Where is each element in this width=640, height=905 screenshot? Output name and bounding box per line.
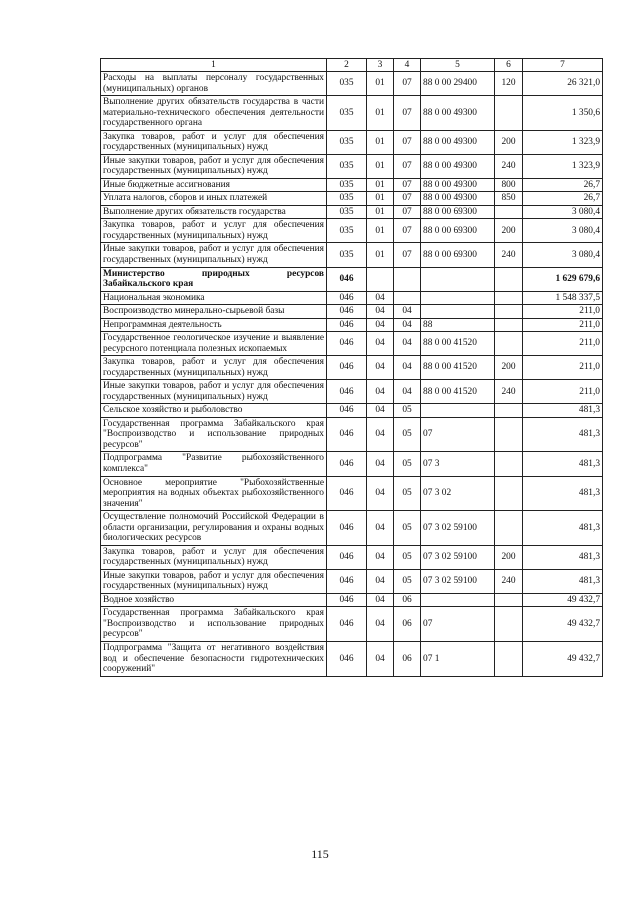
subsection-code-cell: 07 (394, 219, 421, 243)
expense-name-cell: Закупка товаров, работ и услуг для обеспечения государственных (муниципальных) нужд (101, 545, 327, 569)
expense-name-cell: Непрограммная деятельность (101, 318, 327, 332)
amount-cell: 211,0 (523, 318, 603, 332)
amount-cell: 481,3 (523, 476, 603, 511)
header-cell: 1 (101, 59, 327, 72)
target-article-cell: 88 0 00 69300 (421, 219, 495, 243)
target-article-cell: 07 3 02 59100 (421, 545, 495, 569)
table-row (101, 130, 603, 154)
amount-cell: 481,3 (523, 545, 603, 569)
table-row (101, 219, 603, 243)
subsection-code-cell: 05 (394, 476, 421, 511)
expense-type-cell (495, 452, 523, 476)
expense-name-cell: Расходы на выплаты персоналу государственных (муниципальных) органов (101, 72, 327, 96)
subsection-code-cell: 07 (394, 72, 421, 96)
target-article-cell: 88 0 00 49300 (421, 96, 495, 131)
ministry-code-cell: 035 (327, 219, 367, 243)
expense-type-cell: 200 (495, 219, 523, 243)
section-code-cell (367, 267, 394, 291)
expense-type-cell (495, 593, 523, 607)
amount-cell: 49 432,7 (523, 593, 603, 607)
subsection-code-cell (394, 291, 421, 305)
expense-name-cell: Воспроизводство минерально-сырьевой базы (101, 305, 327, 319)
page-number: 115 (311, 847, 329, 861)
section-code-cell: 04 (367, 641, 394, 676)
table-header-row (101, 59, 603, 72)
target-article-cell: 88 0 00 49300 (421, 154, 495, 178)
amount-cell: 1 323,9 (523, 130, 603, 154)
ministry-code-cell: 046 (327, 404, 367, 418)
ministry-code-cell: 046 (327, 569, 367, 593)
amount-cell: 26,7 (523, 178, 603, 192)
amount-cell: 26 321,0 (523, 72, 603, 96)
target-article-cell (421, 305, 495, 319)
amount-cell: 481,3 (523, 417, 603, 452)
target-article-cell: 07 1 (421, 641, 495, 676)
expense-name-cell: Закупка товаров, работ и услуг для обеспечения государственных (муниципальных) нужд (101, 356, 327, 380)
table-row (101, 452, 603, 476)
expense-name-cell: Водное хозяйство (101, 593, 327, 607)
subsection-code-cell: 05 (394, 545, 421, 569)
table-body (101, 72, 603, 677)
ministry-code-cell: 035 (327, 154, 367, 178)
section-code-cell: 04 (367, 569, 394, 593)
subsection-code-cell: 07 (394, 178, 421, 192)
amount-cell: 211,0 (523, 380, 603, 404)
ministry-code-cell: 046 (327, 476, 367, 511)
expense-type-cell: 200 (495, 356, 523, 380)
amount-cell: 481,3 (523, 452, 603, 476)
target-article-cell: 88 0 00 49300 (421, 178, 495, 192)
table-row (101, 96, 603, 131)
subsection-code-cell: 07 (394, 243, 421, 267)
expense-type-cell (495, 476, 523, 511)
ministry-code-cell: 046 (327, 452, 367, 476)
header-cell: 5 (421, 59, 495, 72)
expense-name-cell: Сельское хозяйство и рыболовство (101, 404, 327, 418)
amount-cell: 1 548 337,5 (523, 291, 603, 305)
ministry-code-cell: 046 (327, 356, 367, 380)
target-article-cell: 07 3 02 (421, 476, 495, 511)
amount-cell: 481,3 (523, 404, 603, 418)
expense-type-cell (495, 205, 523, 219)
subsection-code-cell: 07 (394, 205, 421, 219)
table-row (101, 154, 603, 178)
ministry-code-cell: 046 (327, 305, 367, 319)
expense-type-cell: 240 (495, 569, 523, 593)
expense-name-cell: Иные закупки товаров, работ и услуг для обеспечения государственных (муниципальных) нужд (101, 569, 327, 593)
expense-name-cell: Закупка товаров, работ и услуг для обеспечения государственных (муниципальных) нужд (101, 219, 327, 243)
section-code-cell: 01 (367, 96, 394, 131)
amount-cell: 211,0 (523, 305, 603, 319)
ministry-code-cell: 046 (327, 641, 367, 676)
ministry-code-cell: 046 (327, 593, 367, 607)
header-cell: 2 (327, 59, 367, 72)
amount-cell: 3 080,4 (523, 219, 603, 243)
section-code-cell: 01 (367, 130, 394, 154)
expense-name-cell: Выполнение других обязательств государства в части материально-технического обеспечения деятельности государственного органа (101, 96, 327, 131)
header-cell: 3 (367, 59, 394, 72)
section-code-cell: 01 (367, 205, 394, 219)
expense-name-cell: Подпрограмма "Защита от негативного воздействия вод и обеспечение безопасности гидротехнических сооружений" (101, 641, 327, 676)
ministry-code-cell: 035 (327, 130, 367, 154)
header-cell: 6 (495, 59, 523, 72)
table-row (101, 332, 603, 356)
target-article-cell: 07 (421, 607, 495, 642)
section-code-cell: 04 (367, 545, 394, 569)
table-row (101, 476, 603, 511)
expense-type-cell (495, 417, 523, 452)
target-article-cell: 07 3 02 59100 (421, 511, 495, 546)
amount-cell: 3 080,4 (523, 205, 603, 219)
table-row (101, 380, 603, 404)
table-row (101, 356, 603, 380)
header-cell: 7 (523, 59, 603, 72)
subsection-code-cell: 04 (394, 380, 421, 404)
table-row (101, 267, 603, 291)
ministry-code-cell: 035 (327, 72, 367, 96)
expense-type-cell (495, 318, 523, 332)
ministry-code-cell: 046 (327, 545, 367, 569)
table-row (101, 607, 603, 642)
expense-name-cell: Государственная программа Забайкальского края "Воспроизводство и использование природных ресурсов" (101, 607, 327, 642)
table-row (101, 417, 603, 452)
ministry-code-cell: 046 (327, 291, 367, 305)
expense-name-cell: Основное мероприятие "Рыбохозяйственные мероприятия на водных объектах рыбохозяйственного значения" (101, 476, 327, 511)
section-code-cell: 04 (367, 305, 394, 319)
ministry-code-cell: 046 (327, 332, 367, 356)
amount-cell: 3 080,4 (523, 243, 603, 267)
subsection-code-cell: 05 (394, 417, 421, 452)
ministry-code-cell: 046 (327, 380, 367, 404)
ministry-code-cell: 035 (327, 243, 367, 267)
target-article-cell (421, 404, 495, 418)
expense-name-cell: Иные закупки товаров, работ и услуг для обеспечения государственных (муниципальных) нужд (101, 243, 327, 267)
table-row (101, 318, 603, 332)
section-code-cell: 01 (367, 154, 394, 178)
section-code-cell: 01 (367, 72, 394, 96)
amount-cell: 1 350,6 (523, 96, 603, 131)
target-article-cell: 07 3 02 59100 (421, 569, 495, 593)
header-cell: 4 (394, 59, 421, 72)
subsection-code-cell: 04 (394, 305, 421, 319)
expense-name-cell: Иные закупки товаров, работ и услуг для обеспечения государственных (муниципальных) нужд (101, 380, 327, 404)
section-code-cell: 04 (367, 291, 394, 305)
section-code-cell: 04 (367, 607, 394, 642)
expense-type-cell: 800 (495, 178, 523, 192)
table-row (101, 511, 603, 546)
subsection-code-cell: 06 (394, 593, 421, 607)
ministry-code-cell: 035 (327, 205, 367, 219)
subsection-code-cell: 05 (394, 511, 421, 546)
table-row (101, 569, 603, 593)
expense-type-cell (495, 332, 523, 356)
target-article-cell: 88 0 00 49300 (421, 130, 495, 154)
table-row (101, 291, 603, 305)
section-code-cell: 01 (367, 178, 394, 192)
amount-cell: 26,7 (523, 192, 603, 206)
table-row (101, 641, 603, 676)
expense-name-cell: Иные бюджетные ассигнования (101, 178, 327, 192)
amount-cell: 1 323,9 (523, 154, 603, 178)
subsection-code-cell: 05 (394, 569, 421, 593)
expense-type-cell: 850 (495, 192, 523, 206)
table-row (101, 545, 603, 569)
expense-name-cell: Уплата налогов, сборов и иных платежей (101, 192, 327, 206)
amount-cell: 49 432,7 (523, 641, 603, 676)
section-code-cell: 01 (367, 243, 394, 267)
subsection-code-cell: 06 (394, 607, 421, 642)
table-row (101, 404, 603, 418)
table-row (101, 593, 603, 607)
table-row (101, 305, 603, 319)
ministry-code-cell: 046 (327, 318, 367, 332)
expense-type-cell (495, 641, 523, 676)
table-row (101, 243, 603, 267)
section-code-cell: 04 (367, 356, 394, 380)
expense-type-cell: 240 (495, 243, 523, 267)
subsection-code-cell: 06 (394, 641, 421, 676)
section-code-cell: 04 (367, 511, 394, 546)
target-article-cell: 88 0 00 41520 (421, 380, 495, 404)
amount-cell: 49 432,7 (523, 607, 603, 642)
expense-type-cell (495, 404, 523, 418)
subsection-code-cell: 07 (394, 96, 421, 131)
target-article-cell: 88 0 00 41520 (421, 356, 495, 380)
ministry-code-cell: 035 (327, 178, 367, 192)
subsection-code-cell: 04 (394, 318, 421, 332)
expense-name-cell: Осуществление полномочий Российской Федерации в области организации, регулирования и охраны водных биологических ресурсов (101, 511, 327, 546)
subsection-code-cell (394, 267, 421, 291)
section-code-cell: 04 (367, 404, 394, 418)
ministry-code-cell: 046 (327, 607, 367, 642)
amount-cell: 1 629 679,6 (523, 267, 603, 291)
target-article-cell: 88 0 00 41520 (421, 332, 495, 356)
table-row (101, 192, 603, 206)
expense-type-cell: 200 (495, 130, 523, 154)
target-article-cell: 88 0 00 69300 (421, 205, 495, 219)
subsection-code-cell: 05 (394, 404, 421, 418)
amount-cell: 481,3 (523, 511, 603, 546)
expense-name-cell: Выполнение других обязательств государства (101, 205, 327, 219)
section-code-cell: 04 (367, 476, 394, 511)
subsection-code-cell: 07 (394, 192, 421, 206)
target-article-cell: 88 0 00 49300 (421, 192, 495, 206)
target-article-cell (421, 593, 495, 607)
section-code-cell: 04 (367, 593, 394, 607)
ministry-code-cell: 046 (327, 511, 367, 546)
expense-name-cell: Закупка товаров, работ и услуг для обеспечения государственных (муниципальных) нужд (101, 130, 327, 154)
table-row (101, 72, 603, 96)
budget-table (100, 58, 603, 677)
expense-name-cell: Государственное геологическое изучение и выявление ресурсного потенциала полезных ископаемых (101, 332, 327, 356)
expense-type-cell (495, 267, 523, 291)
expense-name-cell: Подпрограмма "Развитие рыбохозяйственного комплекса" (101, 452, 327, 476)
section-code-cell: 04 (367, 417, 394, 452)
expense-type-cell: 240 (495, 380, 523, 404)
expense-type-cell (495, 607, 523, 642)
expense-type-cell (495, 291, 523, 305)
section-code-cell: 04 (367, 332, 394, 356)
expense-name-cell: Иные закупки товаров, работ и услуг для обеспечения государственных (муниципальных) нужд (101, 154, 327, 178)
expense-type-cell: 200 (495, 545, 523, 569)
target-article-cell (421, 267, 495, 291)
expense-name-cell: Государственная программа Забайкальского края "Воспроизводство и использование природных ресурсов" (101, 417, 327, 452)
subsection-code-cell: 05 (394, 452, 421, 476)
expense-name-cell: Министерство природных ресурсов Забайкальского края (101, 267, 327, 291)
subsection-code-cell: 04 (394, 356, 421, 380)
amount-cell: 481,3 (523, 569, 603, 593)
section-code-cell: 04 (367, 318, 394, 332)
target-article-cell: 07 3 (421, 452, 495, 476)
expense-type-cell (495, 305, 523, 319)
section-code-cell: 04 (367, 380, 394, 404)
section-code-cell: 04 (367, 452, 394, 476)
subsection-code-cell: 04 (394, 332, 421, 356)
ministry-code-cell: 046 (327, 417, 367, 452)
section-code-cell: 01 (367, 219, 394, 243)
ministry-code-cell: 035 (327, 96, 367, 131)
table-row (101, 178, 603, 192)
amount-cell: 211,0 (523, 356, 603, 380)
target-article-cell: 88 0 00 29400 (421, 72, 495, 96)
subsection-code-cell: 07 (394, 154, 421, 178)
table-row (101, 205, 603, 219)
expense-type-cell: 120 (495, 72, 523, 96)
expense-name-cell: Национальная экономика (101, 291, 327, 305)
target-article-cell: 88 (421, 318, 495, 332)
expense-type-cell (495, 96, 523, 131)
subsection-code-cell: 07 (394, 130, 421, 154)
expense-type-cell (495, 511, 523, 546)
section-code-cell: 01 (367, 192, 394, 206)
target-article-cell (421, 291, 495, 305)
amount-cell: 211,0 (523, 332, 603, 356)
ministry-code-cell: 046 (327, 267, 367, 291)
expense-type-cell: 240 (495, 154, 523, 178)
target-article-cell: 07 (421, 417, 495, 452)
ministry-code-cell: 035 (327, 192, 367, 206)
target-article-cell: 88 0 00 69300 (421, 243, 495, 267)
